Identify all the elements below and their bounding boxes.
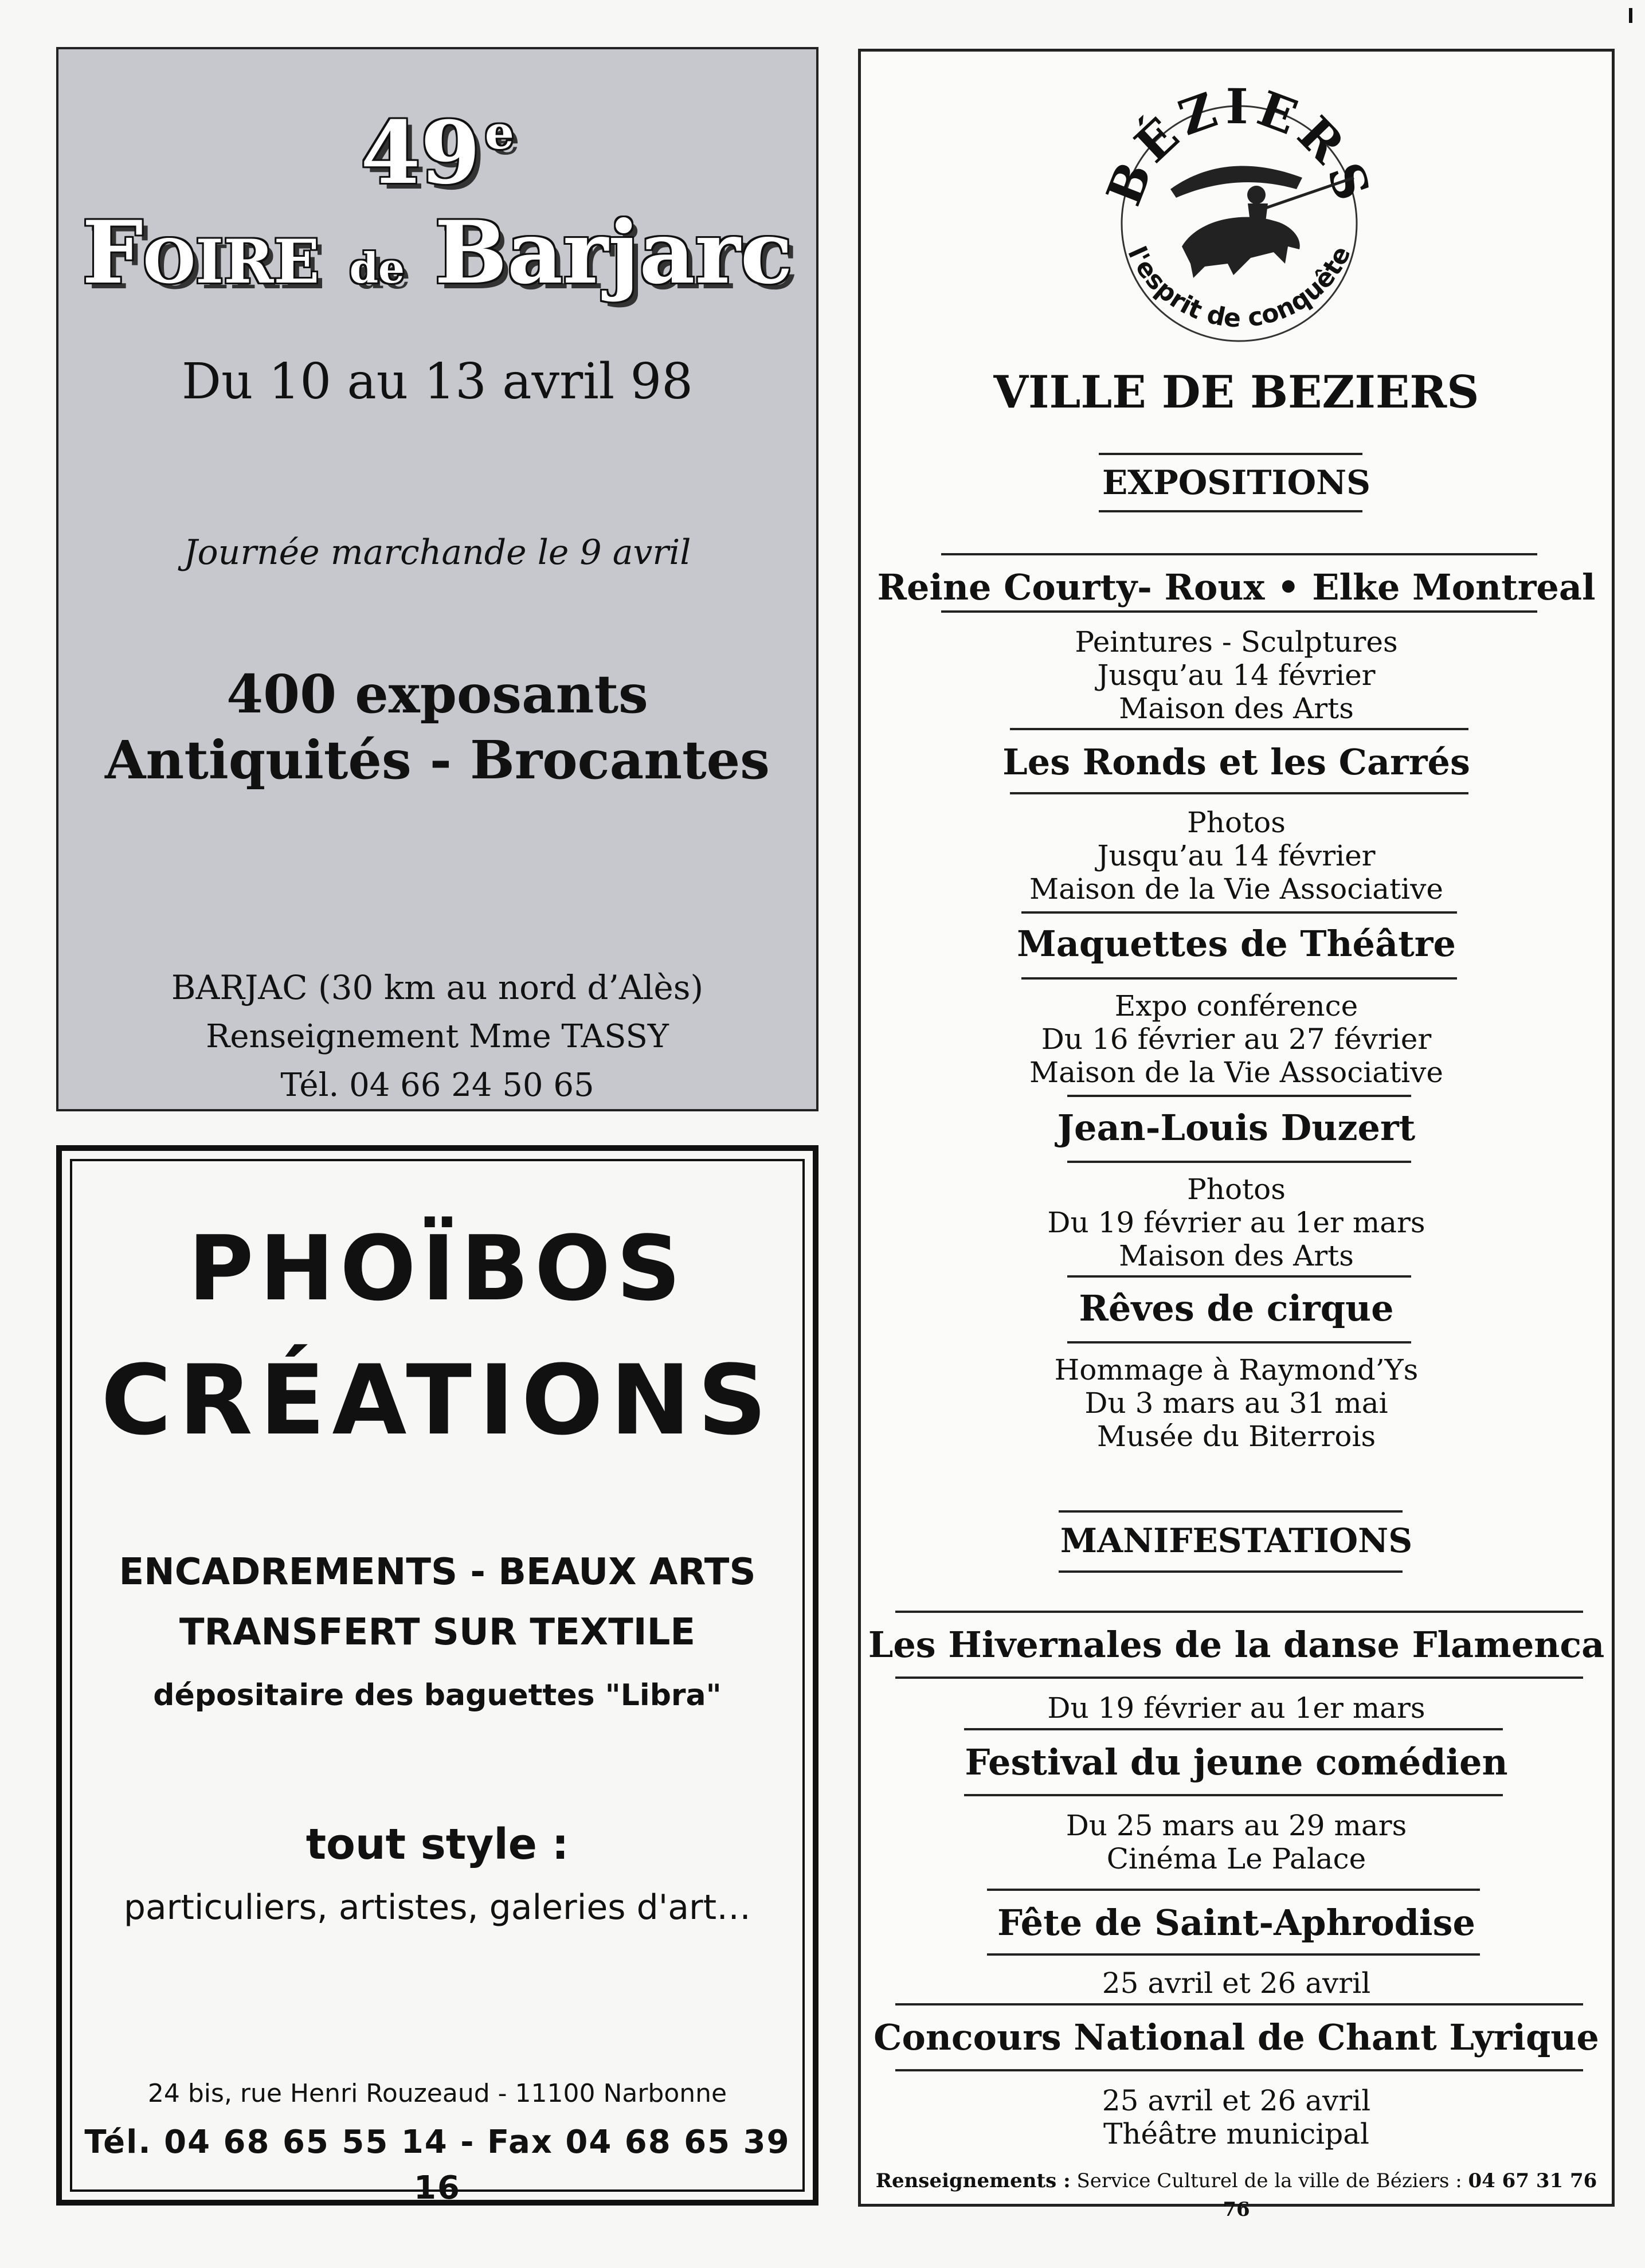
exposition-detail: Hommage à Raymond’Ys <box>1054 1353 1419 1386</box>
exposition-detail: Expo conférence <box>1114 989 1358 1023</box>
exposition-detail: Peintures - Sculptures <box>1075 625 1398 659</box>
event-rule <box>895 1611 1583 1613</box>
fair-dates: Du 10 au 13 avril 98 <box>182 353 693 410</box>
logo-top-text: BÉZIERS <box>1095 77 1384 213</box>
event-rule <box>964 1728 1503 1730</box>
event-rule <box>1067 1161 1411 1163</box>
exposition-detail: Jusqu’au 14 février <box>1097 839 1376 872</box>
company-address: 24 bis, rue Henri Rouzeaud - 11100 Narbonne <box>147 2079 727 2108</box>
exposition-title: Les Ronds et les Carrés <box>1002 741 1470 783</box>
exposition-detail: Photos <box>1187 1173 1286 1206</box>
phoibos-creations-ad <box>56 1145 818 2206</box>
exposition-detail: Musée du Biterrois <box>1096 1420 1376 1453</box>
fair-contact: Renseignement Mme TASSY <box>206 1018 669 1055</box>
event-rule <box>1067 1341 1411 1343</box>
services-line3: dépositaire des baguettes "Libra" <box>153 1678 722 1713</box>
fair-location: BARJAC (30 km au nord d’Alès) <box>171 968 704 1007</box>
exposition-detail: Jusqu’au 14 février <box>1097 659 1376 692</box>
manifestation-detail: 25 avril et 26 avril <box>1102 1967 1371 2000</box>
fair-phone: Tél. 04 66 24 50 65 <box>280 1067 594 1104</box>
corner-mark <box>1629 8 1632 23</box>
exposition-detail: Maison de la Vie Associative <box>1029 872 1443 906</box>
exposition-detail: Du 3 mars au 31 mai <box>1084 1386 1388 1420</box>
event-rule <box>1067 1275 1411 1278</box>
exhibitors-count: 400 exposants <box>226 663 648 725</box>
clients-line: particuliers, artistes, galeries d'art… <box>123 1887 751 1928</box>
exposition-title: Reine Courty- Roux • Elke Montreal <box>877 566 1596 608</box>
event-rule <box>895 2003 1583 2005</box>
manifestation-detail: Du 25 mars au 29 mars <box>1066 1809 1407 1842</box>
exposition-title: Maquettes de Théâtre <box>1017 923 1456 965</box>
style-heading: tout style : <box>306 1820 569 1869</box>
beziers-logo <box>1084 75 1394 373</box>
section-rule <box>1059 1570 1403 1573</box>
event-rule <box>941 553 1537 555</box>
edition-number: 49 $^e$ <box>361 103 514 203</box>
event-rule <box>1010 728 1468 730</box>
exposition-detail: Photos <box>1187 806 1286 839</box>
exposition-detail: Maison de la Vie Associative <box>1029 1056 1443 1089</box>
services-line1: ENCADREMENTS - BEAUX ARTS <box>119 1551 756 1593</box>
services-line2: TRANSFERT SUR TEXTILE <box>179 1611 696 1654</box>
company-name-line2: CRÉATIONS <box>101 1344 774 1456</box>
event-rule <box>987 1953 1480 1956</box>
merchant-day: Journée marchande le 9 avril <box>183 532 691 573</box>
footer-text: Service Culturel de la ville de Béziers : <box>1076 2169 1462 2192</box>
fair-title-word2: de <box>349 244 405 292</box>
fair-title-word1: Foire <box>82 202 320 303</box>
barjac-fair-ad <box>56 47 818 1111</box>
manifestation-detail: Du 19 février au 1er mars <box>1047 1691 1425 1725</box>
footer-info <box>861 2167 1612 2224</box>
event-rule <box>1021 911 1457 914</box>
manifestation-title: Concours National de Chant Lyrique <box>874 2016 1599 2058</box>
exposition-detail: Du 19 février au 1er mars <box>1047 1206 1425 1239</box>
section-rule <box>1099 453 1362 455</box>
beziers-events-ad <box>858 49 1615 2221</box>
exposition-detail: Maison des Arts <box>1119 692 1354 725</box>
exposition-title: Jean-Louis Duzert <box>1057 1107 1416 1149</box>
company-phone-fax: Tél. 04 68 65 55 14 - Fax 04 68 65 39 16 <box>84 2124 790 2207</box>
company-name-line1: PHOÏBOS <box>188 1216 687 1321</box>
event-rule <box>987 1889 1480 1891</box>
manifestation-detail: Cinéma Le Palace <box>1106 1842 1366 1875</box>
event-rule <box>1021 977 1457 980</box>
event-rule <box>895 2069 1583 2071</box>
manifestation-detail: 25 avril et 26 avril <box>1102 2084 1371 2117</box>
fair-title-word3: Barjarc <box>434 202 793 303</box>
exposition-detail: Du 16 février au 27 février <box>1041 1023 1432 1056</box>
footer-phone: 04 67 31 76 76 <box>1223 2169 1597 2221</box>
manifestations-heading: MANIFESTATIONS <box>1060 1521 1413 1560</box>
expositions-heading: EXPOSITIONS <box>1102 463 1371 502</box>
manifestation-title: Festival du jeune comédien <box>965 1741 1508 1783</box>
footer-label: Renseignements : <box>875 2169 1071 2192</box>
manifestation-title: Les Hivernales de la danse Flamenca <box>868 1624 1605 1666</box>
fair-title <box>58 204 816 317</box>
event-rule <box>1010 792 1468 794</box>
event-rule <box>895 1676 1583 1679</box>
city-title: VILLE DE BEZIERS <box>993 366 1479 418</box>
manifestation-title: Fête de Saint-Aphrodise <box>997 1902 1475 1944</box>
event-rule <box>941 610 1537 613</box>
event-rule <box>1067 1095 1411 1097</box>
exposition-detail: Maison des Arts <box>1119 1239 1354 1272</box>
manifestation-detail: Théâtre municipal <box>1103 2117 1370 2151</box>
exposition-title: Rêves de cirque <box>1079 1287 1394 1329</box>
fair-categories: Antiquités - Brocantes <box>105 729 770 791</box>
section-rule <box>1099 510 1362 512</box>
event-rule <box>964 1794 1503 1796</box>
logo-bottom-text: l'esprit de conquête <box>1122 241 1357 334</box>
section-rule <box>1059 1510 1403 1513</box>
